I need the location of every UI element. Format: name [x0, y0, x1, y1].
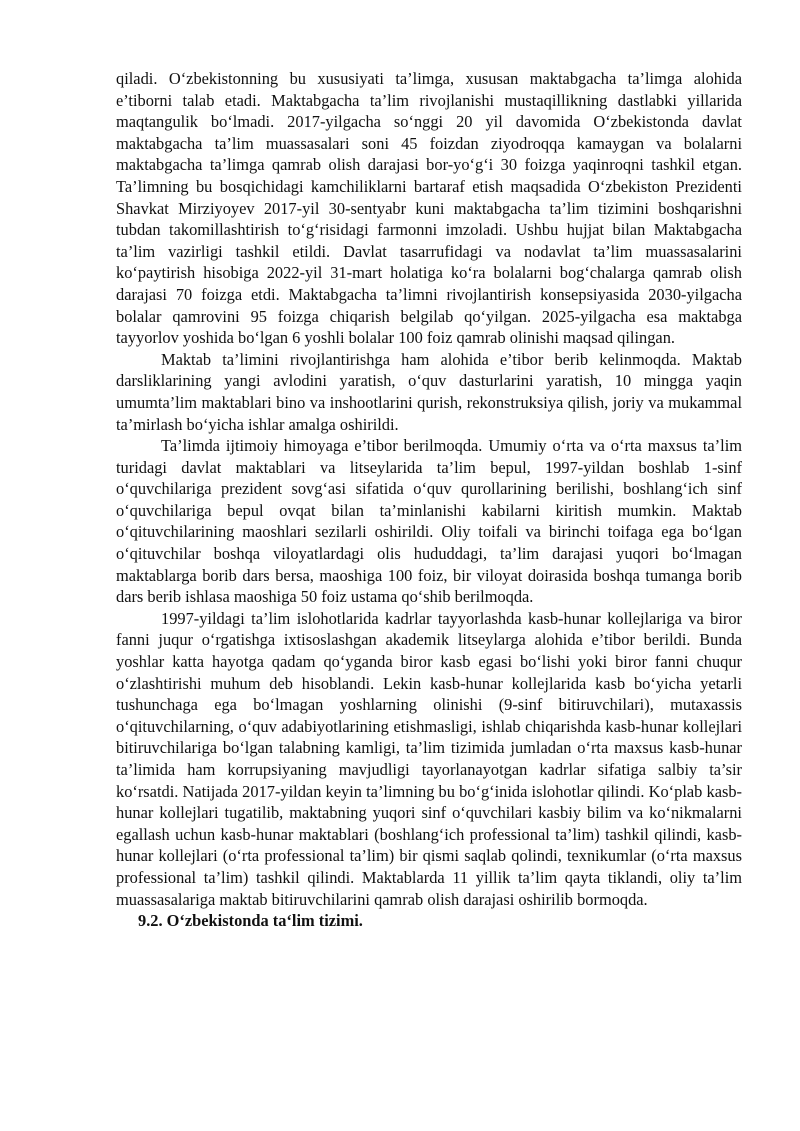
paragraph-school-education: Maktab ta’limini rivojlantirishga ham alohida e’tibor berib kelinmoqda. Maktab darsliklarining yangi avlodini yaratish, o‘quv dasturlarini yaratish, 10 mingga yaqin umumta’lim maktablari bino va inshootlarini qurish, rekonstruksiya qilish, joriy va mukammal ta’mirlash bo‘yicha ishlar amalga oshirildi.	[116, 349, 742, 434]
paragraph-social-protection: Ta’limda ijtimoiy himoyaga e’tibor berilmoqda. Umumiy o‘rta va o‘rta maxsus ta’lim turidagi davlat maktablari va litseylarida ta’lim bepul, 1997-yildan boshlab 1-sinf o‘quvchilariga prezident sovg‘asi sifatida o‘quv qurollarining berilishi, boshlang‘ich sinf o‘quvchilariga bepul ovqat bilan ta’minlanishi kabilarni kiritish mumkin. Maktab o‘qituvchilarining maoshlari sezilarli oshirildi. Oliy toifali va birinchi toifaga ega bo‘lgan o‘qituvchilar boshqa viloyatlardagi olis hududdagi, ta’lim darajasi yuqori bo‘lmagan maktablarga borib dars bersa, maoshiga 100 foiz, bir viloyat doirasida boshqa tumanga borib dars berib ishlasa maoshiga 50 foiz ustama qo‘shib berilmoqda.	[116, 436, 742, 607]
paragraph-preschool-education: qiladi. O‘zbekistonning bu xususiyati ta’limga, xususan maktabgacha ta’limga alohida e’tiborni talab etadi. Maktabgacha ta’lim rivojlanishi mustaqillikning dastlabki yillarida maqtangulik bo‘lmadi. 2017-yilgacha so‘nggi 20 yil davomida O‘zbekistonda davlat maktabgacha ta’lim muassasalari soni 45 foizdan ziyodroqqa kamaygan va bolalarni maktabgacha ta’limga qamrab olish darajasi bor-yo‘g‘i 30 foizga yaqinroqni tashkil etgan. Ta’limning bu bosqichidagi kamchiliklarni bartaraf etish maqsadida O‘zbekiston Prezidenti Shavkat Mirziyoyev 2017-yil 30-sentyabr kuni maktabgacha ta’lim tizimini boshqarishni tubdan takomillashtirish to‘g‘risidagi farmonni imzoladi. Ushbu hujjat bilan Maktabgacha ta’lim vazirligi tashkil etildi. Davlat tasarrufidagi va nodavlat ta’lim muassasalarini ko‘paytirish hisobiga 2022-yil 31-mart holatiga ko‘ra bolalarni bog‘chalarga qamrab olish darajasi 70 foizga etdi. Maktabgacha ta’limni rivojlantirish konsepsiyasida 2030-yilgacha bolalar qamrovini 95 foizga chiqarish belgilab qo‘yilgan. 2025-yilgacha esa maktabga tayyorlov yoshida bo‘lgan 6 yoshli bolalar 100 foiz qamrab olinishi maqsad qilingan.	[116, 69, 742, 348]
paragraph-education-reforms: 1997-yildagi ta’lim islohotlarida kadrlar tayyorlashda kasb-hunar kollejlariga va biror fanni juqur o‘rgatishga ixtisoslashgan akademik litseylarga alohida e’tibor berildi. Bunda yoshlar katta hayotga qadam qo‘yganda biror kasb egasi bo‘lishi yoki biror fanni chuqur o‘zlashtirishi muhum deb hisoblandi. Lekin kasb-hunar kollejlarida kasb bo‘yicha yetarli tushunchaga ega bo‘lmagan yoshlarning olinishi (9-sinf bitiruvchilari), mutaxassis o‘qituvchilarning, o‘quv adabiyotlarining etishmasligi, ishlab chiqarishda kasb-hunar kollejlari bitiruvchilariga bo‘lgan talabning kamligi, ta’lim tizimida jumladan o‘rta maxsus kasb-hunar ta’limida ham korrupsiyaning mavjudligi tayorlanayotgan kadrlar sifatiga salbiy ta’sir ko‘rsatdi. Natijada 2017-yildan keyin ta’limning bu bo‘g‘inida islohotlar qilindi. Ko‘plab kasb-hunar kollejlari tugatilib, maktabning yuqori sinf o‘quvchilari kasbiy bilim va ko‘nikmalarni egallash uchun kasb-hunar maktablari (boshlang‘ich professional ta’lim) tashkil qilindi, kasb-hunar kollejlari (o‘rta professional ta’lim) bir qismi saqlab qolindi, texnikumlar (o‘rta maxsus professional ta’lim) tashkil qilindi. Maktablarda 11 yillik ta’lim qayta tiklandi, oliy ta’lim muassasalariga maktab bitiruvchilarini qamrab olish darajasi oshirilib bormoqda.	[116, 608, 742, 909]
document-page	[116, 68, 742, 932]
section-heading: 9.2. O‘zbekistonda ta‘lim tizimi.	[138, 911, 363, 931]
